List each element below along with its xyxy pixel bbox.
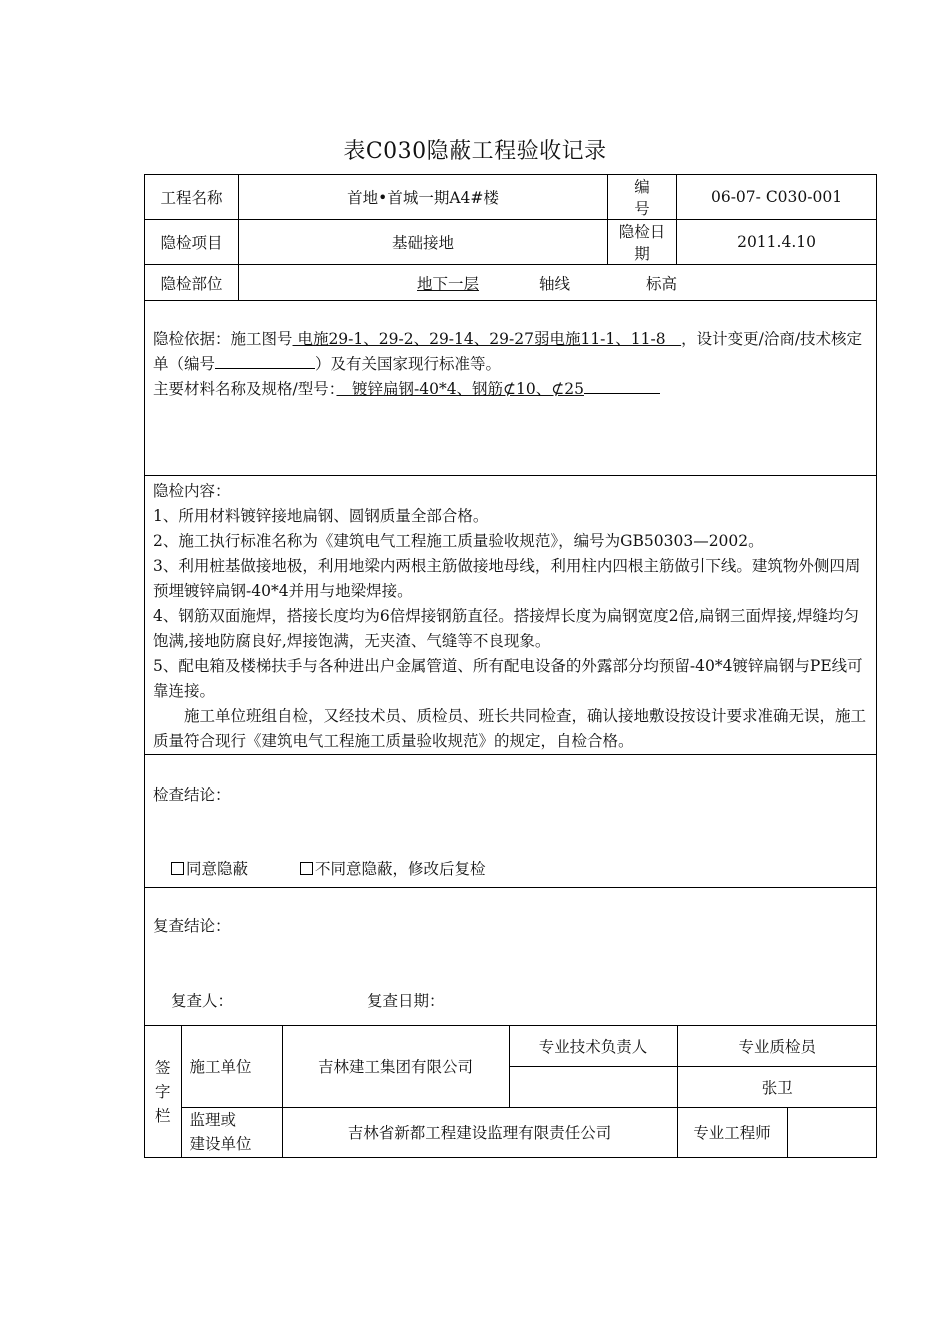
location-value — [239, 265, 877, 301]
inspection-options — [153, 857, 868, 882]
item-label: 隐检项目 — [145, 220, 239, 265]
qc-value: 张卫 — [677, 1066, 877, 1107]
location-axis: 轴线 — [539, 274, 571, 293]
construction-unit-label: 施工单位 — [181, 1026, 282, 1107]
basis-section — [145, 301, 877, 476]
materials-paragraph — [153, 377, 868, 402]
tech-lead-label: 专业技术负责人 — [509, 1026, 677, 1066]
basis-drawings: 电施29-1、29-2、29-14、29-27弱电施11-1、11-8 — [292, 330, 682, 348]
signature-table — [145, 1026, 877, 1157]
number-label: 编 号 — [608, 175, 677, 220]
supervision-unit-label — [181, 1107, 282, 1157]
inspection-label: 检查结论： — [153, 786, 231, 804]
recheck-date-label: 复查日期： — [367, 992, 445, 1010]
recheck-section — [145, 888, 877, 1026]
materials-value: 镀锌扁钢-40*4、钢筋⊄10、⊄25 — [336, 380, 584, 398]
content-item-3: 3、利用桩基做接地极，利用地梁内两根主筋做接地母线，利用柱内四根主筋做引下线。建筑物外侧四周预埋镀锌扁钢-40*4并用与地梁焊接。 — [153, 557, 861, 600]
basis-prefix: 隐检依据：施工图号 — [153, 330, 293, 348]
location-floor: 地下一层 — [417, 274, 480, 293]
change-number-blank — [215, 352, 315, 369]
materials-blank — [584, 377, 660, 394]
date-value: 2011.4.10 — [677, 220, 877, 265]
content-item-2: 2、施工执行标准名称为《建筑电气工程施工质量验收规范》，编号为GB50303—2002。 — [153, 532, 764, 550]
basis-paragraph — [153, 327, 868, 377]
engineer-label: 专业工程师 — [677, 1107, 787, 1157]
engineer-signature — [787, 1107, 877, 1157]
materials-label: 主要材料名称及规格/型号： — [153, 380, 337, 398]
location-label: 隐检部位 — [145, 265, 239, 301]
content-item-5: 5、配电箱及楼梯扶手与各种进出户金属管道、所有配电设备的外露部分均预留-40*4镀锌扁钢与PE线可靠连接。 — [153, 657, 863, 700]
number-value: 06-07- C030-001 — [677, 175, 877, 220]
content-summary: 施工单位班组自检，又经技术员、质检员、班长共同检查，确认接地敷设按设计要求准确无误，施工质量符合现行《建筑电气工程施工质量验收规范》的规定，自检合格。 — [153, 707, 867, 750]
signature-column-label: 签字栏 — [145, 1026, 181, 1157]
agree-checkbox[interactable] — [171, 862, 184, 875]
supervision-label-line-2: 建设单位 — [189, 1135, 252, 1154]
tech-lead-signature — [509, 1066, 677, 1107]
recheck-signoff — [153, 989, 868, 1014]
content-item-4: 4、钢筋双面施焊，搭接长度均为6倍焊接钢筋直径。搭接焊长度为扁钢宽度2倍,扁钢三面焊接,焊缝均匀饱满,接地防腐良好,焊接饱满，无夹渣、气缝等不良现象。 — [153, 607, 859, 650]
date-label: 隐检日期 — [608, 220, 677, 265]
inspection-section — [145, 755, 877, 888]
item-value: 基础接地 — [239, 220, 608, 265]
agree-label: 同意隐蔽 — [186, 860, 249, 878]
inspection-record-table — [144, 174, 877, 1158]
content-label: 隐检内容： — [153, 482, 231, 500]
disagree-checkbox[interactable] — [300, 862, 313, 875]
basis-mid: ，设计变更/洽商/技术核定单（编号 — [153, 330, 863, 373]
project-name-value: 首地•首城一期A4#楼 — [239, 175, 608, 220]
recheck-label: 复查结论： — [153, 917, 231, 935]
form-title: 表C030隐蔽工程验收记录 — [343, 139, 607, 164]
content-section — [145, 476, 877, 755]
recheck-person-label: 复查人： — [171, 992, 234, 1010]
supervision-unit-value: 吉林省新都工程建设监理有限责任公司 — [282, 1107, 677, 1157]
content-item-1: 1、所用材料镀锌接地扁钢、圆钢质量全部合格。 — [153, 507, 489, 525]
location-elevation: 标高 — [646, 274, 678, 293]
qc-label: 专业质检员 — [677, 1026, 877, 1066]
construction-unit-value: 吉林建工集团有限公司 — [282, 1026, 509, 1107]
supervision-label-line-1: 监理或 — [189, 1111, 237, 1130]
signature-section — [145, 1026, 877, 1158]
basis-suffix: ）及有关国家现行标准等。 — [315, 355, 502, 373]
disagree-label: 不同意隐蔽，修改后复检 — [315, 860, 486, 878]
project-name-label: 工程名称 — [145, 175, 239, 220]
